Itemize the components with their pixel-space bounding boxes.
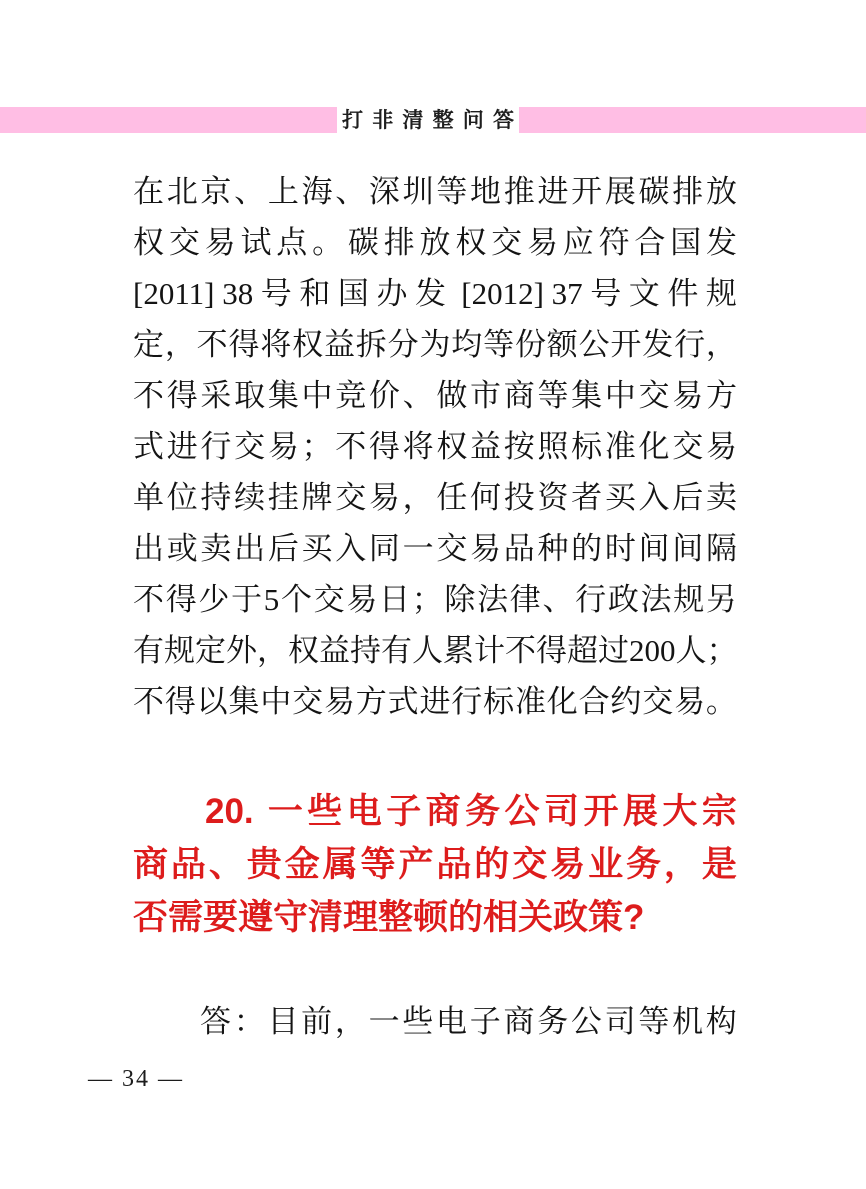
- question-line: 20. 一 些 电 子 商 务 公 司 开 展 大 宗: [205, 792, 737, 831]
- body-text-line: 出 或 卖 出 后 买 入 同 一 交 易 品 种 的 时 间 间 隔: [133, 531, 737, 566]
- header-bar-left: [0, 107, 337, 133]
- body-text-line: 权 交 易 试 点 。 碳 排 放 权 交 易 应 符 合 国 发: [133, 225, 737, 260]
- answer-paragraph: [133, 996, 737, 1047]
- body-text-line: 不 得 以 集 中 交 易 方 式 进 行 标 准 化 合 约 交 易 。: [133, 684, 737, 719]
- body-paragraph: [133, 166, 737, 727]
- body-text-line: 定 ， 不 得 将 权 益 拆 分 为 均 等 份 额 公 开 发 行 ，: [133, 327, 737, 362]
- body-text-line: 式 进 行 交 易 ； 不 得 将 权 益 按 照 标 准 化 交 易: [133, 429, 737, 464]
- body-text-line: 在 北 京 、 上 海 、 深 圳 等 地 推 进 开 展 碳 排 放: [133, 174, 737, 209]
- body-text-line: [2011] 38 号 和 国 办 发 [2012] 37 号 文 件 规: [133, 276, 737, 311]
- body-text-line: 不 得 少 于 5 个 交 易 日 ； 除 法 律 、 行 政 法 规 另: [133, 582, 737, 617]
- question-heading: [133, 785, 737, 944]
- running-head: [0, 107, 866, 133]
- body-text-line: 有 规 定 外 ， 权 益 持 有 人 累 计 不 得 超 过 200 人 ；: [133, 633, 738, 668]
- body-text-line: 单 位 持 续 挂 牌 交 易 ， 任 何 投 资 者 买 入 后 卖: [133, 480, 737, 515]
- page-number: — 34 —: [88, 1066, 184, 1092]
- question-line: 商 品 、 贵 金 属 等 产 品 的 交 易 业 务 ， 是: [133, 845, 737, 884]
- header-title: 打 非 清 整 问 答: [342, 108, 514, 132]
- answer-line: 答 ： 目 前 ， 一 些 电 子 商 务 公 司 等 机 构: [200, 1004, 737, 1039]
- body-text-line: 不 得 采 取 集 中 竞 价 、 做 市 商 等 集 中 交 易 方: [133, 378, 737, 413]
- question-line: 否需要遵守清理整顿的相关政策?: [133, 898, 645, 937]
- header-bar-right: [519, 107, 866, 133]
